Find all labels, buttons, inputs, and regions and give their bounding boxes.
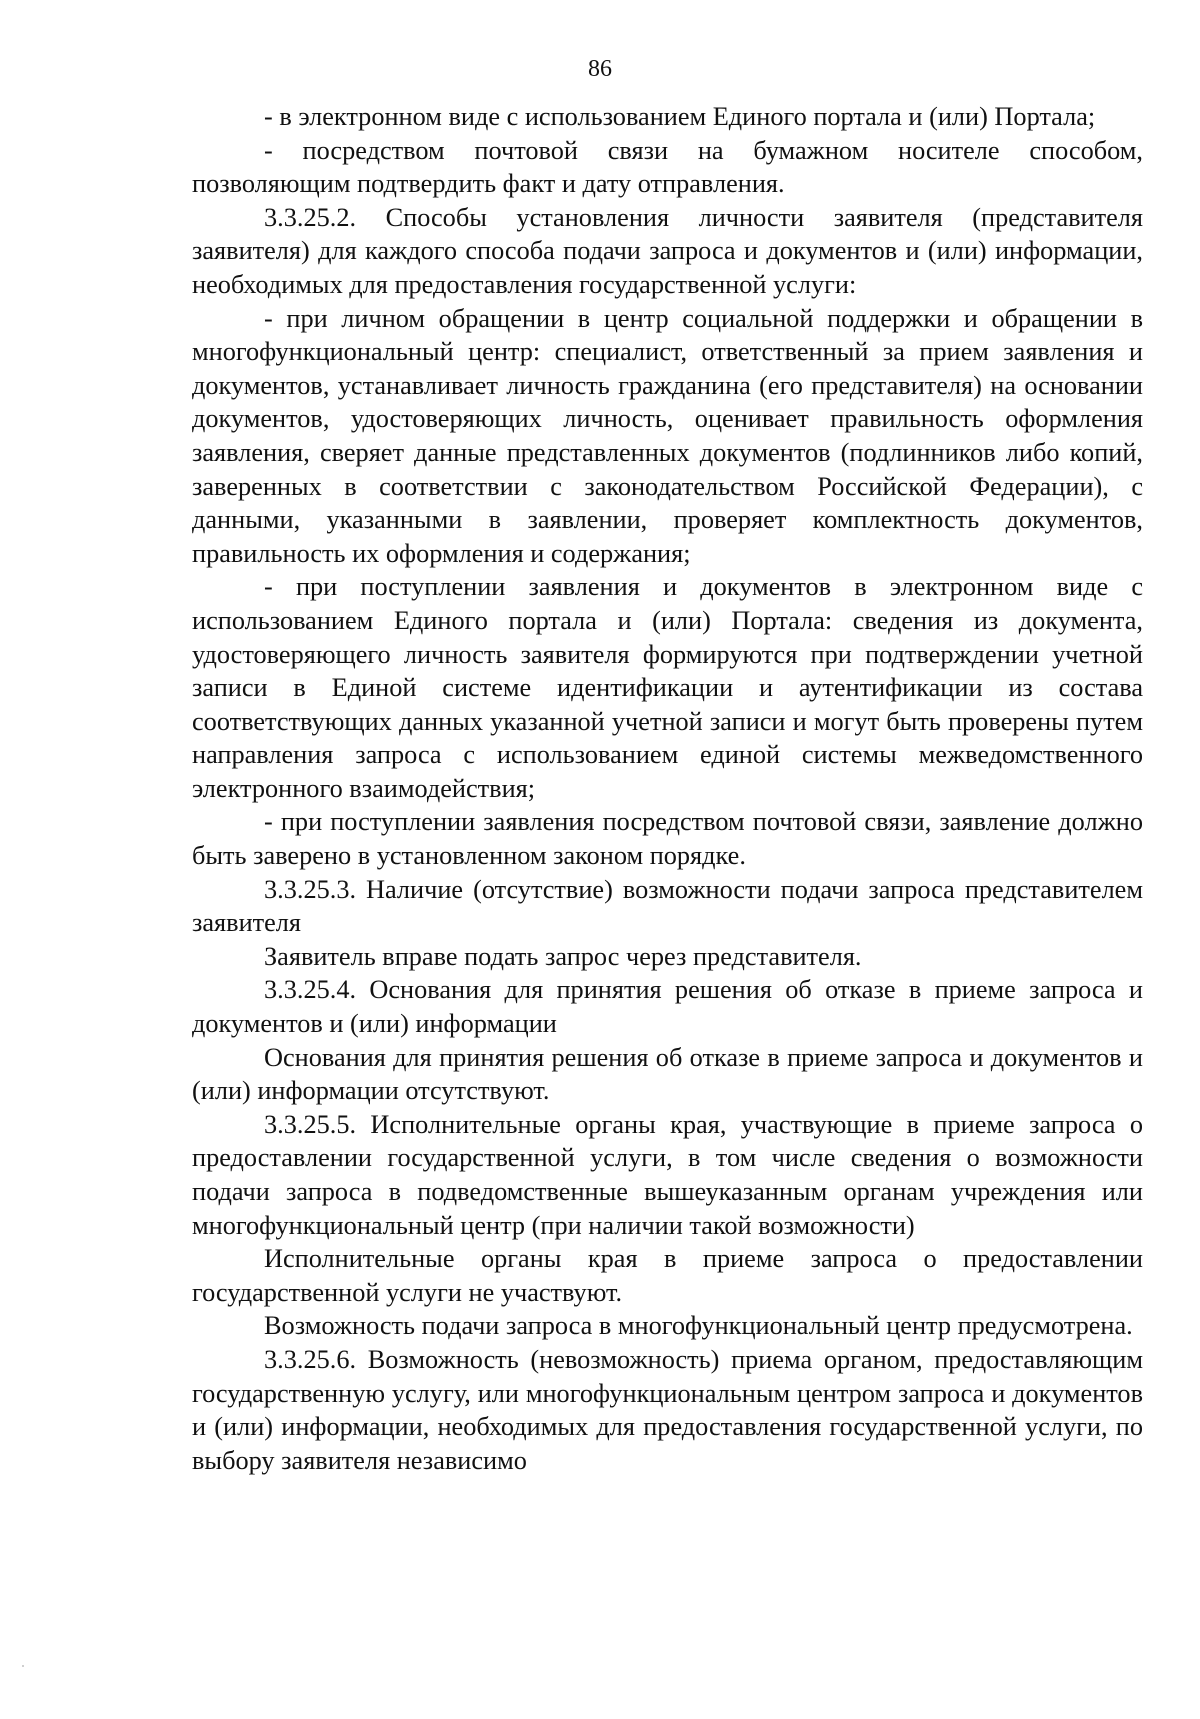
paragraph-identification-methods: 3.3.25.2. Способы установления личности заявителя (представителя заявителя) для каждого способа подачи запроса и документов и (или) информации, необходимых для предоставления государственной услуги: <box>192 202 1143 299</box>
paragraph-refusal-text: Основания для принятия решения об отказе в приеме запроса и документов и (или) информации отсутствуют. <box>192 1042 1143 1106</box>
paragraph-extraterritorial-heading: 3.3.25.6. Возможность (невозможность) приема органом, предоставляющим государственную услугу, или многофункциональным центром запроса и документов и (или) информации, необходимых для предоставления государственной услуги, по выбору заявителя независимо <box>192 1344 1143 1475</box>
paragraph-mfc-possibility: Возможность подачи запроса в многофункциональный центр предусмотрена. <box>264 1311 1133 1341</box>
paragraph-representative-text: Заявитель вправе подать запрос через представителя. <box>264 941 862 971</box>
paragraph-representative-heading: 3.3.25.3. Наличие (отсутствие) возможности подачи запроса представителем заявителя <box>192 874 1143 938</box>
paragraph-electronic-submission: - в электронном виде с использованием Единого портала и (или) Портала; <box>264 102 1096 131</box>
paragraph-postal-submission: - посредством почтовой связи на бумажном носителе способом, позволяющим подтвердить факт и дату отправления. <box>192 135 1143 199</box>
document-body <box>192 100 1143 1477</box>
paragraph-regional-bodies-text: Исполнительные органы края в приеме запроса о предоставлении государственной услуги не участвуют. <box>192 1244 1143 1307</box>
scan-artifact <box>22 1665 24 1667</box>
page-number: 86 <box>588 56 612 82</box>
paragraph-electronic-identification: - при поступлении заявления и документов в электронном виде с использованием Единого портала и (или) Портала: сведения из документа, удостоверяющего личность заявителя формируются при подтверждении учетной записи в Единой системе идентификации и аутентификации из состава соответствующих данных указанной учетной записи и могут быть проверены путем направления запроса с использованием единой системы межведомственного электронного взаимодействия; <box>192 572 1143 803</box>
paragraph-refusal-heading: 3.3.25.4. Основания для принятия решения об отказе в приеме запроса и документов и (или) информации <box>192 975 1143 1039</box>
paragraph-postal-identification: - при поступлении заявления посредством почтовой связи, заявление должно быть заверено в установленном законом порядке. <box>192 807 1143 871</box>
paragraph-regional-bodies-heading: 3.3.25.5. Исполнительные органы края, участвующие в приеме запроса о предоставлении государственной услуги, в том числе сведения о возможности подачи запроса в подведомственные вышеуказанным органам учреждения или многофункциональный центр (при наличии такой возможности) <box>192 1109 1143 1240</box>
paragraph-personal-visit: - при личном обращении в центр социальной поддержки и обращении в многофункциональный центр: специалист, ответственный за прием заявления и документов, устанавливает личность гражданина (его представителя) на основании документов, удостоверяющих личность, оценивает правильность оформления заявления, сверяет данные представленных документов (подлинников либо копий, заверенных в соответствии с законодательством Российской Федерации), с данными, указанными в заявлении, проверяет комплектность документов, правильность их оформления и содержания; <box>192 303 1143 568</box>
